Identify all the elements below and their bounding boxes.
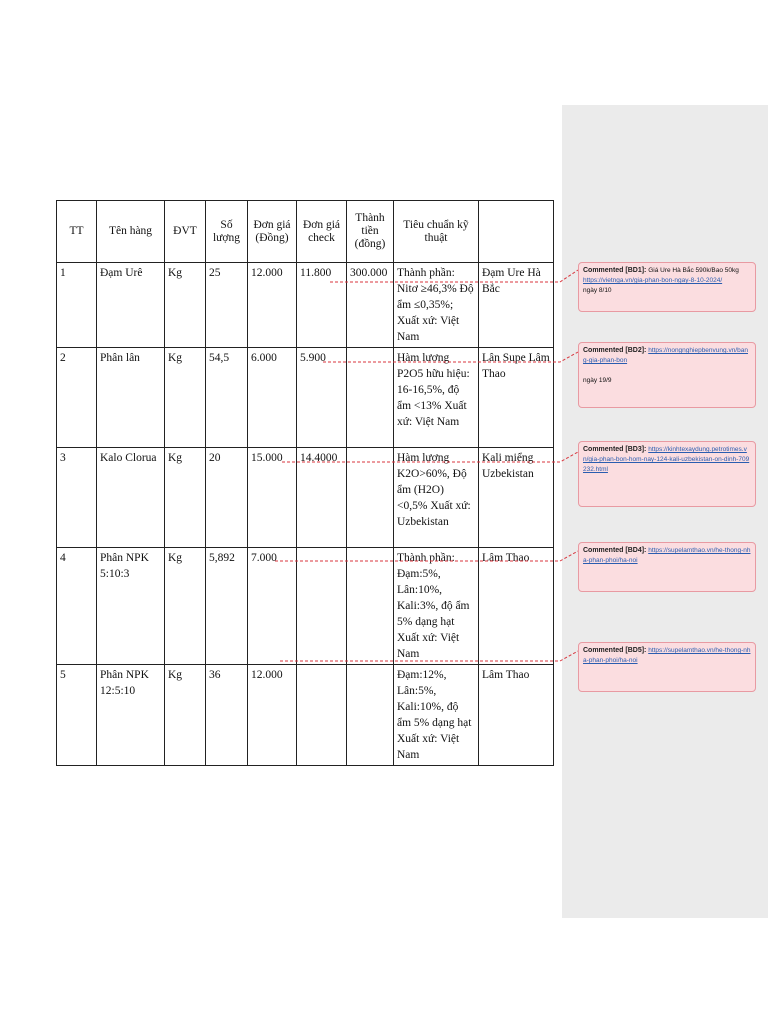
table-header-row	[57, 201, 554, 263]
cell-dvt: Kg	[165, 665, 206, 766]
header-thanh-tien: Thành tiền (đồng)	[347, 201, 394, 263]
cell-tieu-chuan: Thành phần: Đạm:5%, Lân:10%, Kali:3%, độ ẩm 5% dạng hạt Xuất xứ: Việt Nam	[394, 548, 479, 665]
cell-don-gia	[248, 665, 297, 766]
cell-tieu-chuan: Hàm lượng K2O>60%, Độ ẩm (H2O) <0,5% Xuất xứ: Uzbekistan	[394, 448, 479, 548]
cell-tieu-chuan: Thành phần: Nitơ ≥46,3% Độ ẩm ≤0,35%; Xuất xứ: Việt Nam	[394, 263, 479, 348]
cell-tt: 1	[57, 263, 97, 348]
cell-ten-hang: Kalo Clorua	[97, 448, 165, 548]
table-row	[57, 348, 554, 448]
check-int: 11.	[300, 267, 314, 279]
cell-tt: 4	[57, 548, 97, 665]
cell-ten-hang: Phân NPK 5:10:3	[97, 548, 165, 665]
comment-note: ngày 19/9	[583, 377, 612, 384]
comment-anchor-bd2[interactable]: 900	[308, 352, 326, 364]
header-so-luong: Số lượng	[206, 201, 248, 263]
comment-label: Commented [BD1]:	[583, 267, 647, 274]
comment-note: ngày 8/10	[583, 287, 612, 294]
cell-so-luong: 36	[206, 665, 248, 766]
cell-thanh-tien: 300.000	[347, 263, 394, 348]
table-row	[57, 665, 554, 766]
header-don-gia: Đơn giá (Đồng)	[248, 201, 297, 263]
comment-anchor-bd4[interactable]: 000	[259, 552, 277, 564]
price-table	[56, 200, 554, 766]
header-ten-hang: Tên hàng	[97, 201, 165, 263]
comment-link[interactable]: https://vietnga.vn/gia-phan-bon-ngay-8-10-2024/	[583, 277, 723, 284]
comment-link[interactable]: https://nongnghiepbenvung.vn/bang-gia-phan-bon	[583, 347, 748, 364]
cell-so-luong: 54,5	[206, 348, 248, 448]
comment-anchor-bd1[interactable]: 800	[313, 267, 332, 279]
cell-thanh-tien	[347, 665, 394, 766]
cell-don-gia	[248, 448, 297, 548]
cell-dvt: Kg	[165, 263, 206, 348]
comment-bd1[interactable]	[578, 262, 756, 312]
price-int: 15.	[251, 452, 266, 464]
table-row	[57, 448, 554, 548]
cell-tt: 5	[57, 665, 97, 766]
comment-bd4[interactable]	[578, 542, 756, 592]
cell-dvt: Kg	[165, 548, 206, 665]
header-extra	[479, 201, 554, 263]
header-tt: TT	[57, 201, 97, 263]
cell-ten-hang: Phân lân	[97, 348, 165, 448]
cell-tt: 3	[57, 448, 97, 548]
cell-so-luong: 5,892	[206, 548, 248, 665]
cell-tieu-chuan: Hàm lượng P2O5 hữu hiệu: 16-16,5%, độ ẩm <13% Xuất xứ: Việt Nam	[394, 348, 479, 448]
comment-link[interactable]: https://supelamthao.vn/he-thong-nha-phan-phoi/ha-noi	[583, 547, 751, 564]
cell-so-luong: 20	[206, 448, 248, 548]
comment-anchor-bd5[interactable]: 000	[265, 669, 283, 681]
cell-nha-cung-cap: Lân Supe Lâm Thao	[479, 348, 554, 448]
header-don-gia-check: Đơn giá check	[297, 201, 347, 263]
cell-don-gia-check	[297, 263, 347, 348]
comment-label: Commented [BD4]:	[583, 547, 647, 554]
cell-dvt: Kg	[165, 348, 206, 448]
cell-thanh-tien	[347, 348, 394, 448]
comment-link[interactable]: https://kinhtexaydung.petrotimes.vn/gia-phan-bon-hom-nay-124-kali-uzbekistan-on-dinh-709232.html	[583, 446, 750, 473]
cell-nha-cung-cap: Kali miểng Uzbekistan	[479, 448, 554, 548]
cell-ten-hang: Phân NPK 12:5:10	[97, 665, 165, 766]
cell-ten-hang: Đạm Urê	[97, 263, 165, 348]
price-int: 7.	[251, 552, 260, 564]
comment-label: Commented [BD2]:	[583, 347, 647, 354]
cell-so-luong: 25	[206, 263, 248, 348]
cell-don-gia-check	[297, 665, 347, 766]
check-int: 5.	[300, 352, 309, 364]
comment-bd3[interactable]	[578, 441, 756, 507]
comment-label: Commented [BD5]:	[583, 647, 647, 654]
header-tieu-chuan: Tiêu chuẩn kỹ thuật	[394, 201, 479, 263]
comment-text: Giá Ure Hà Bắc 590k/Bao 50kg	[648, 267, 739, 274]
cell-nha-cung-cap: Lâm Thao	[479, 665, 554, 766]
cell-don-gia: 12.000	[248, 263, 297, 348]
price-int: 12.	[251, 669, 266, 681]
cell-nha-cung-cap: Đạm Ure Hà Bắc	[479, 263, 554, 348]
cell-don-gia: 6.000	[248, 348, 297, 448]
comment-anchor-bd3[interactable]: 000	[265, 452, 283, 464]
table-row	[57, 263, 554, 348]
cell-thanh-tien	[347, 448, 394, 548]
cell-dvt: Kg	[165, 448, 206, 548]
cell-don-gia-check	[297, 548, 347, 665]
cell-thanh-tien	[347, 548, 394, 665]
cell-don-gia-check: 14.4000	[297, 448, 347, 548]
cell-nha-cung-cap: Lâm Thao	[479, 548, 554, 665]
comment-bd5[interactable]	[578, 642, 756, 692]
comment-margin-pane	[562, 105, 768, 918]
header-dvt: ĐVT	[165, 201, 206, 263]
comment-label: Commented [BD3]:	[583, 446, 647, 453]
table-row	[57, 548, 554, 665]
cell-don-gia-check	[297, 348, 347, 448]
comment-link[interactable]: https://supelamthao.vn/he-thong-nha-phan-phoi/ha-noi	[583, 647, 751, 664]
cell-tieu-chuan: Đạm:12%, Lân:5%, Kali:10%, độ ẩm 5% dạng hạt Xuất xứ: Việt Nam	[394, 665, 479, 766]
cell-tt: 2	[57, 348, 97, 448]
cell-don-gia	[248, 548, 297, 665]
comment-bd2[interactable]	[578, 342, 756, 408]
